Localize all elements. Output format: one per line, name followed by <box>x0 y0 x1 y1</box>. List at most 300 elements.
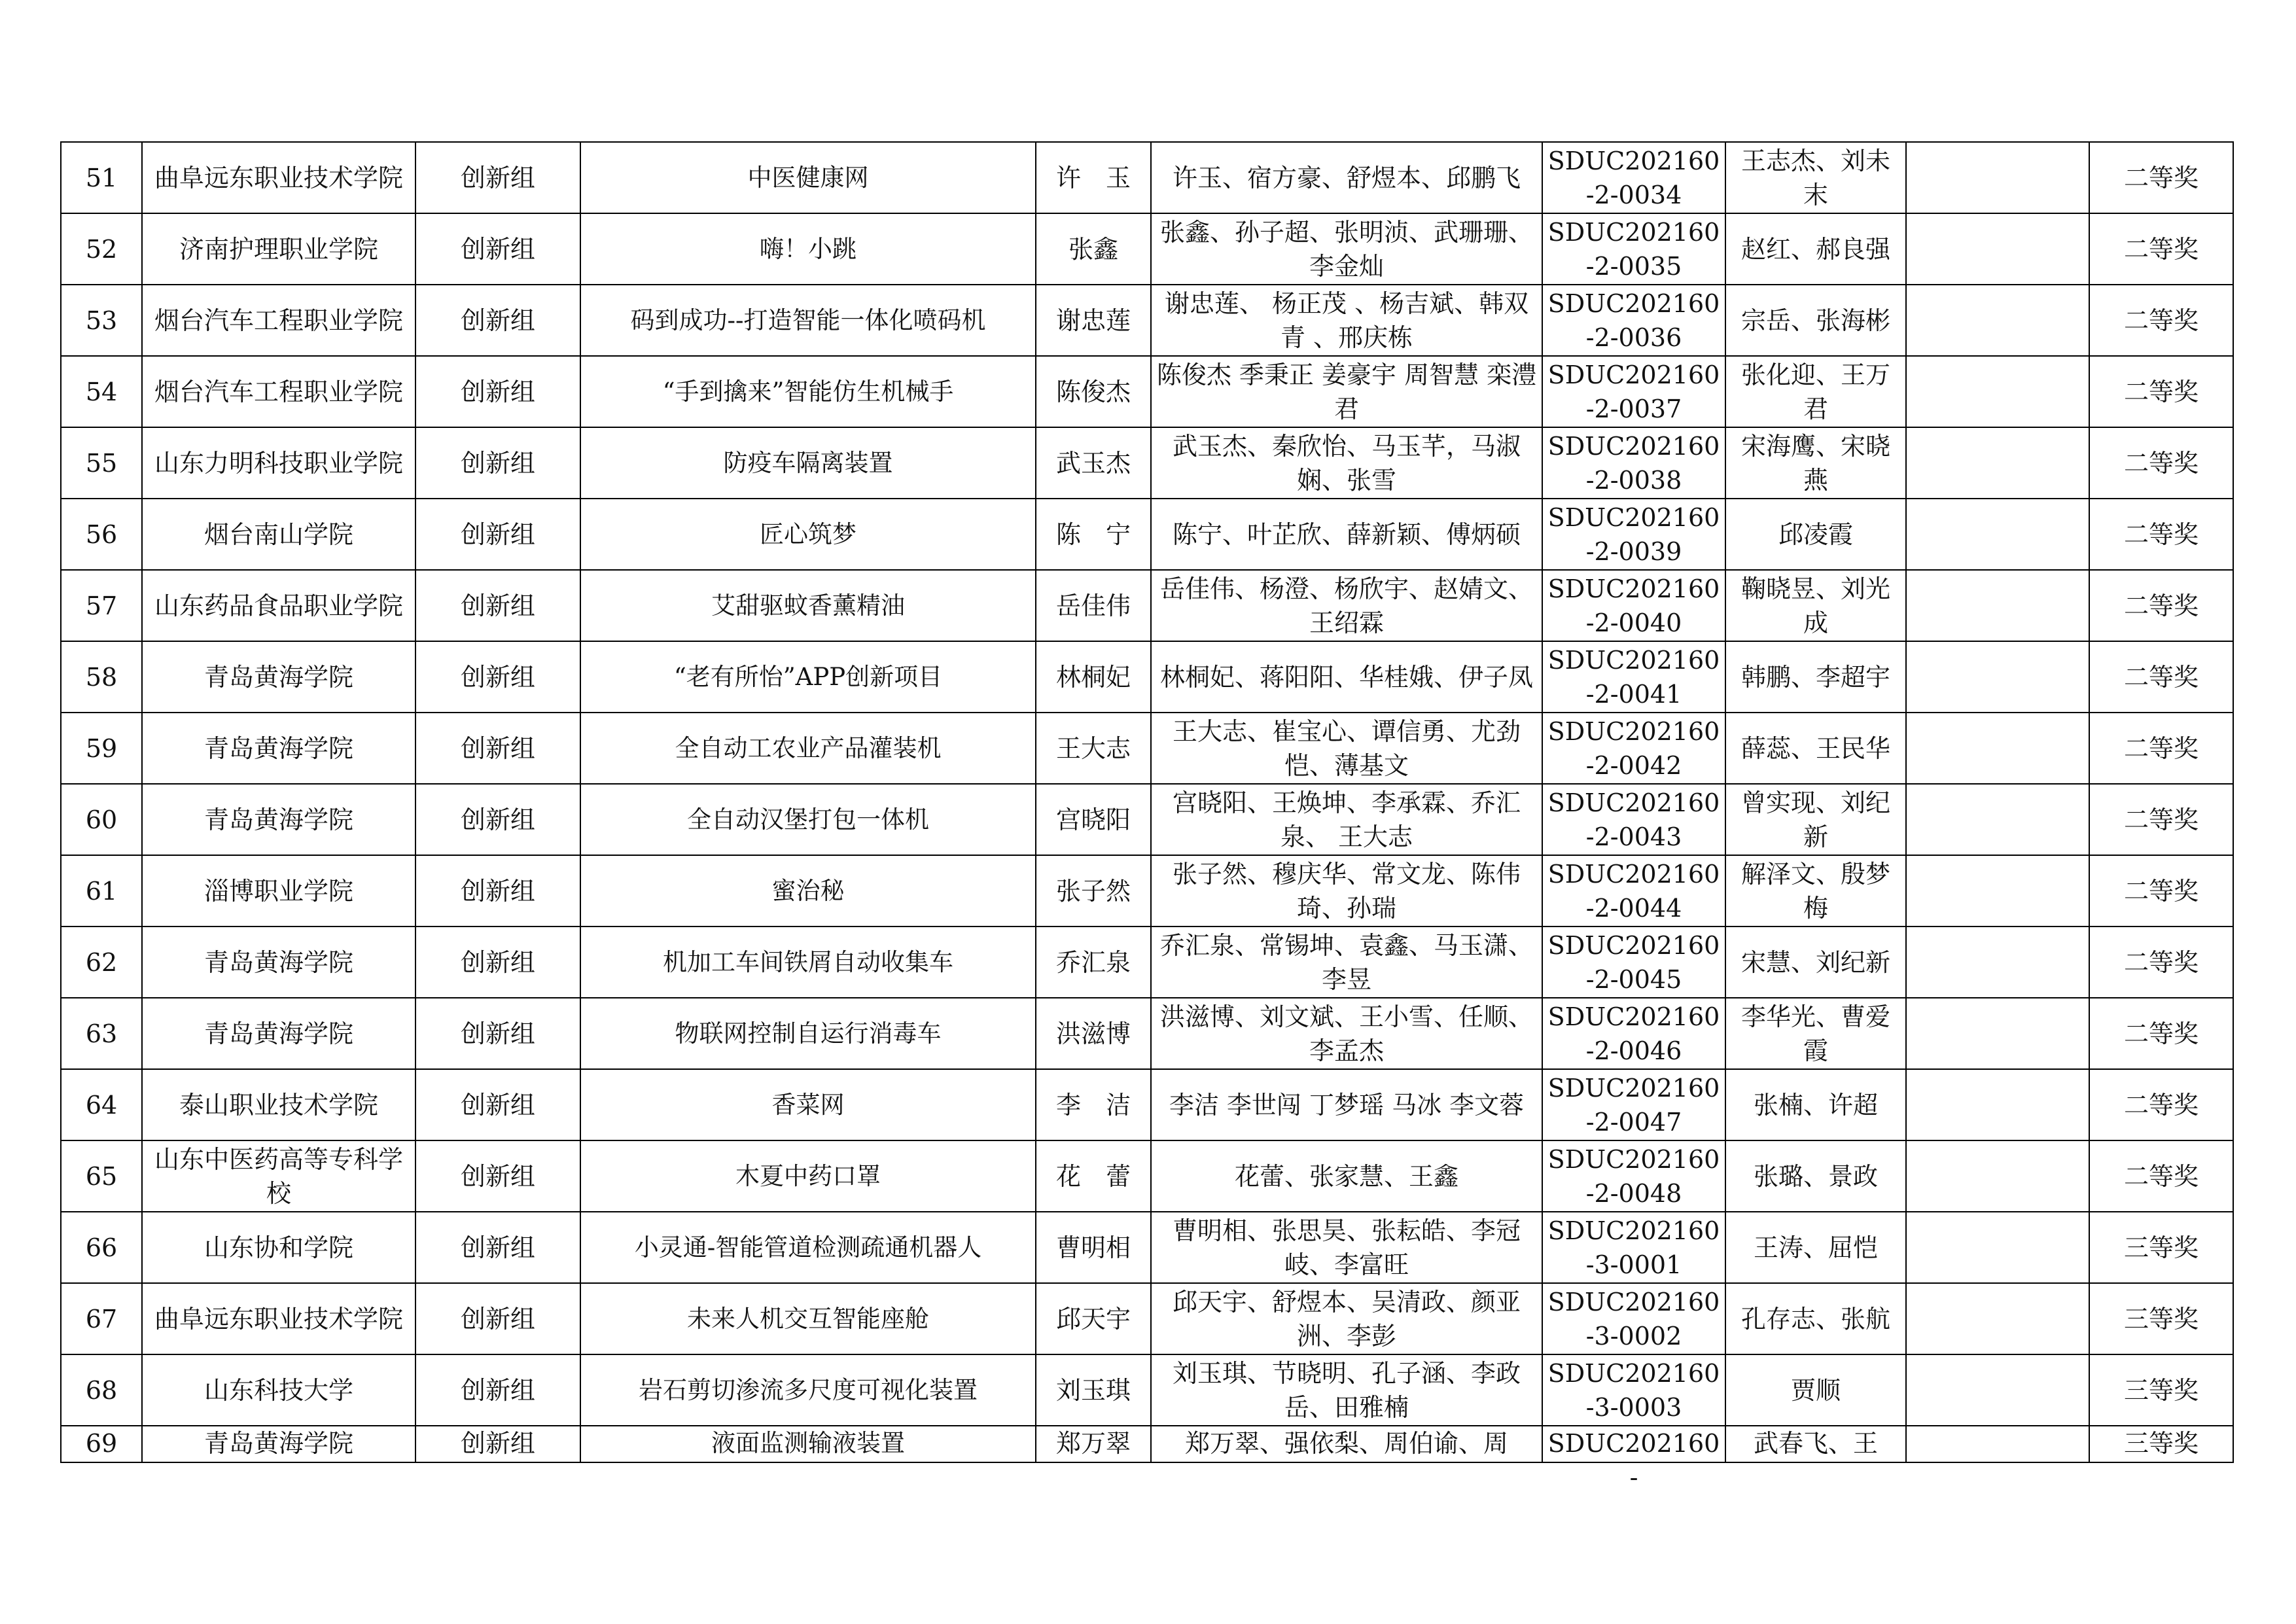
row-number: 56 <box>85 520 118 549</box>
blank-cell-cell <box>1906 998 2089 1069</box>
row-number: 64 <box>85 1090 118 1120</box>
table-row <box>61 1069 2233 1140</box>
blank-cell-cell <box>1906 641 2089 713</box>
blank-cell-cell <box>1906 1354 2089 1426</box>
blank-cell-cell <box>1906 427 2089 499</box>
project-code-cell <box>1542 1354 1725 1426</box>
group-name: 创新组 <box>460 733 535 763</box>
blank-cell-cell <box>1906 1426 2089 1462</box>
advisors: 张化迎、王万君 <box>1740 360 1890 423</box>
row-number-cell <box>61 927 142 998</box>
school-name: 曲阜远东职业技术学院 <box>154 163 403 192</box>
school-name: 青岛黄海学院 <box>203 662 353 692</box>
school-name: 山东力明科技职业学院 <box>154 448 403 478</box>
project-code: SDUC202160-3-0003 <box>1547 1358 1720 1422</box>
blank-cell-cell <box>1906 570 2089 641</box>
award-level-cell <box>2089 784 2233 855</box>
school-name: 山东协和学院 <box>203 1233 353 1262</box>
advisors-cell <box>1725 499 1906 570</box>
school-name-cell <box>142 499 415 570</box>
row-number: 66 <box>85 1233 118 1262</box>
project-name-cell <box>580 285 1036 356</box>
group-name-cell <box>415 142 580 213</box>
school-name: 青岛黄海学院 <box>203 947 353 977</box>
school-name-cell <box>142 855 415 927</box>
row-number: 67 <box>85 1304 118 1333</box>
project-code-cell <box>1542 356 1725 427</box>
school-name: 济南护理职业学院 <box>179 234 378 264</box>
group-name: 创新组 <box>460 448 535 478</box>
project-code: SDUC202160-2-0036 <box>1547 289 1720 352</box>
award-level-cell <box>2089 1140 2233 1212</box>
team-members: 张子然、穆庆华、常文龙、陈伟琦、孙瑞 <box>1172 859 1521 923</box>
project-code: SDUC202160-2-0046 <box>1547 1002 1720 1065</box>
team-members: 谢忠莲、 杨正茂 、杨吉斌、韩双青 、邢庆栋 <box>1164 289 1529 352</box>
award-level: 二等奖 <box>2123 306 2199 335</box>
row-number-cell <box>61 427 142 499</box>
project-code: SDUC202160-2-0042 <box>1547 716 1720 780</box>
advisors-cell <box>1725 1283 1906 1354</box>
advisors: 宗岳、张海彬 <box>1740 306 1890 335</box>
project-name-cell <box>580 927 1036 998</box>
school-name-cell <box>142 427 415 499</box>
project-name-cell <box>580 713 1036 784</box>
advisors: 贾顺 <box>1790 1375 1841 1405</box>
project-code-cell <box>1542 142 1725 213</box>
row-number: 51 <box>85 163 118 192</box>
team-leader-cell <box>1036 784 1151 855</box>
team-members: 曹明相、张思昊、张耘皓、李冠岐、李富旺 <box>1172 1216 1521 1279</box>
advisors-cell <box>1725 213 1906 285</box>
school-name-cell <box>142 641 415 713</box>
team-leader-cell <box>1036 570 1151 641</box>
row-number-cell <box>61 1212 142 1283</box>
school-name: 青岛黄海学院 <box>203 733 353 763</box>
team-leader: 郑万翠 <box>1055 1429 1131 1458</box>
project-code: SDUC202160-2-0044 <box>1547 859 1720 923</box>
school-name: 青岛黄海学院 <box>203 1429 353 1458</box>
team-leader-cell <box>1036 356 1151 427</box>
award-level-cell <box>2089 142 2233 213</box>
project-code: SDUC202160-3-0002 <box>1547 1287 1720 1350</box>
group-name: 创新组 <box>460 520 535 549</box>
group-name-cell <box>415 927 580 998</box>
advisors-cell <box>1725 641 1906 713</box>
project-name: 全自动汉堡打包一体机 <box>687 805 929 834</box>
project-code: SDUC202160-2-0035 <box>1547 217 1720 281</box>
award-level: 二等奖 <box>2123 448 2199 478</box>
advisors-cell <box>1725 1069 1906 1140</box>
row-number: 55 <box>85 448 118 478</box>
team-leader: 武玉杰 <box>1055 448 1131 478</box>
group-name: 创新组 <box>460 1429 535 1458</box>
team-members-cell <box>1151 713 1542 784</box>
team-members: 武玉杰、秦欣怡、马玉芊，马淑娴、张雪 <box>1172 431 1521 495</box>
group-name-cell <box>415 1069 580 1140</box>
project-code: SDUC202160-2-0047 <box>1547 1073 1720 1137</box>
group-name: 创新组 <box>460 1233 535 1262</box>
school-name-cell <box>142 1069 415 1140</box>
row-number-cell <box>61 570 142 641</box>
award-level: 二等奖 <box>2123 733 2199 763</box>
school-name: 烟台汽车工程职业学院 <box>154 377 403 406</box>
group-name: 创新组 <box>460 377 535 406</box>
project-name-cell <box>580 1426 1036 1462</box>
team-members-cell <box>1151 1069 1542 1140</box>
project-name: 蜜治秘 <box>771 876 845 905</box>
award-level-cell <box>2089 1212 2233 1283</box>
team-members: 洪滋博、刘文斌、王小雪、任顺、李孟杰 <box>1159 1002 1533 1065</box>
project-code-cell <box>1542 784 1725 855</box>
group-name-cell <box>415 713 580 784</box>
team-members-cell <box>1151 570 1542 641</box>
blank-cell-cell <box>1906 1140 2089 1212</box>
project-code: SDUC202160-2-0034 <box>1547 146 1720 209</box>
advisors: 曾实现、刘纪新 <box>1740 788 1890 851</box>
project-name: 物联网控制自运行消毒车 <box>675 1019 942 1048</box>
table-body <box>61 142 2233 1492</box>
project-name: 岩石剪切渗流多尺度可视化装置 <box>639 1375 978 1404</box>
award-level: 三等奖 <box>2123 1429 2199 1458</box>
school-name-cell <box>142 927 415 998</box>
team-leader-cell <box>1036 1212 1151 1283</box>
table-row <box>61 1354 2233 1426</box>
award-level-cell <box>2089 1069 2233 1140</box>
team-members-cell <box>1151 142 1542 213</box>
table-row <box>61 427 2233 499</box>
team-members: 宫晓阳、王焕坤、李承霖、乔汇泉、 王大志 <box>1172 788 1521 851</box>
blank-cell-cell <box>1906 213 2089 285</box>
team-leader-cell <box>1036 1283 1151 1354</box>
school-name-cell <box>142 1283 415 1354</box>
group-name: 创新组 <box>460 876 535 906</box>
team-leader: 林桐妃 <box>1055 662 1131 692</box>
team-members-cell <box>1151 356 1542 427</box>
project-code-cell <box>1542 427 1725 499</box>
project-code-cell <box>1542 927 1725 998</box>
blank-cell-cell <box>1906 1069 2089 1140</box>
row-number: 53 <box>85 306 118 335</box>
school-name-cell <box>142 570 415 641</box>
team-members-cell <box>1151 855 1542 927</box>
blank-cell-cell <box>1906 784 2089 855</box>
advisors: 韩鹏、李超宇 <box>1740 662 1890 692</box>
team-members: 李洁 李世闯 丁梦瑶 马冰 李文蓉 <box>1169 1090 1525 1120</box>
team-members: 张鑫、孙子超、张明浈、武珊珊、李金灿 <box>1159 217 1533 281</box>
advisors-cell <box>1725 713 1906 784</box>
project-name: 防疫车隔离装置 <box>723 448 893 477</box>
row-number: 63 <box>85 1019 118 1048</box>
team-members-cell <box>1151 213 1542 285</box>
project-code-cell <box>1542 1426 1725 1492</box>
table-row <box>61 1426 2233 1462</box>
award-level: 二等奖 <box>2123 1161 2199 1191</box>
table-row <box>61 998 2233 1069</box>
school-name-cell <box>142 1140 415 1212</box>
group-name-cell <box>415 1354 580 1426</box>
team-members: 许玉、宿方豪、舒煜本、邱鹏飞 <box>1172 163 1521 192</box>
award-level-cell <box>2089 998 2233 1069</box>
row-number-cell <box>61 1140 142 1212</box>
advisors-cell <box>1725 285 1906 356</box>
group-name: 创新组 <box>460 1019 535 1048</box>
group-name-cell <box>415 1426 580 1462</box>
award-level-cell <box>2089 1426 2233 1462</box>
team-leader: 许 玉 <box>1055 163 1131 192</box>
advisors: 鞠晓昱、刘光成 <box>1740 574 1890 637</box>
row-number-cell <box>61 784 142 855</box>
row-number: 52 <box>85 234 118 264</box>
team-members-cell <box>1151 285 1542 356</box>
project-code-cell <box>1542 998 1725 1069</box>
table-row <box>61 713 2233 784</box>
project-code: SDUC202160-2-0045 <box>1547 930 1720 994</box>
team-leader: 谢忠莲 <box>1055 306 1131 335</box>
table-row <box>61 213 2233 285</box>
group-name: 创新组 <box>460 234 535 264</box>
row-number-cell <box>61 356 142 427</box>
group-name: 创新组 <box>460 1304 535 1333</box>
team-members-cell <box>1151 1212 1542 1283</box>
team-members-cell <box>1151 1283 1542 1354</box>
team-leader-cell <box>1036 855 1151 927</box>
row-number-cell <box>61 213 142 285</box>
award-level-cell <box>2089 285 2233 356</box>
row-number: 61 <box>85 876 118 906</box>
award-level: 二等奖 <box>2123 234 2199 264</box>
award-level: 二等奖 <box>2123 662 2199 692</box>
project-code: SDUC202160-2-0039 <box>1547 503 1720 566</box>
award-level-cell <box>2089 1354 2233 1426</box>
award-level-cell <box>2089 427 2233 499</box>
project-code-cell <box>1542 285 1725 356</box>
table-row <box>61 570 2233 641</box>
project-code-cell <box>1542 499 1725 570</box>
school-name-cell <box>142 356 415 427</box>
row-number: 68 <box>85 1375 118 1405</box>
team-members-cell <box>1151 641 1542 713</box>
row-number-cell <box>61 1354 142 1426</box>
award-level: 二等奖 <box>2123 876 2199 906</box>
award-level-cell <box>2089 641 2233 713</box>
row-number-cell <box>61 142 142 213</box>
table-row <box>61 855 2233 927</box>
project-name-cell <box>580 356 1036 427</box>
project-code: SDUC202160-2-0041 <box>1547 645 1720 709</box>
team-members-cell <box>1151 1426 1542 1462</box>
school-name: 淄博职业学院 <box>203 876 353 906</box>
school-name: 曲阜远东职业技术学院 <box>154 1304 403 1333</box>
advisors-cell <box>1725 1426 1906 1462</box>
row-number-cell <box>61 1283 142 1354</box>
award-level-cell <box>2089 1283 2233 1354</box>
team-members: 王大志、崔宝心、谭信勇、尤劲恺、薄基文 <box>1172 716 1521 780</box>
group-name-cell <box>415 570 580 641</box>
advisors: 邱凌霞 <box>1778 520 1853 549</box>
group-name: 创新组 <box>460 805 535 834</box>
project-name: 中医健康网 <box>747 163 869 192</box>
advisors-cell <box>1725 784 1906 855</box>
team-leader: 陈俊杰 <box>1055 377 1131 406</box>
school-name-cell <box>142 784 415 855</box>
group-name-cell <box>415 784 580 855</box>
project-name: 香菜网 <box>771 1090 845 1119</box>
row-number: 69 <box>85 1429 118 1458</box>
award-level: 二等奖 <box>2123 805 2199 834</box>
award-level-cell <box>2089 213 2233 285</box>
advisors: 武春飞、王 <box>1753 1429 1878 1458</box>
team-members: 林桐妃、蒋阳阳、华桂娥、伊子凤 <box>1159 662 1533 692</box>
advisors-cell <box>1725 1212 1906 1283</box>
team-members: 邱天宇、舒煜本、吴清政、颜亚洲、李彭 <box>1172 1287 1521 1350</box>
advisors-cell <box>1725 427 1906 499</box>
award-level: 三等奖 <box>2123 1304 2199 1333</box>
table-row <box>61 285 2233 356</box>
project-code: SDUC202160-2-0038 <box>1547 431 1720 495</box>
project-code-cell <box>1542 855 1725 927</box>
advisors: 薛蕊、王民华 <box>1740 733 1890 763</box>
school-name-cell <box>142 285 415 356</box>
project-code: SDUC202160-2-0040 <box>1547 574 1720 637</box>
group-name-cell <box>415 855 580 927</box>
table-row <box>61 1212 2233 1283</box>
row-number: 62 <box>85 947 118 977</box>
group-name: 创新组 <box>460 1375 535 1405</box>
award-level: 二等奖 <box>2123 947 2199 977</box>
project-name-cell <box>580 641 1036 713</box>
team-leader: 张鑫 <box>1068 234 1118 264</box>
team-leader-cell <box>1036 998 1151 1069</box>
advisors: 解泽文、殷梦梅 <box>1740 859 1890 923</box>
team-members-cell <box>1151 998 1542 1069</box>
advisors-cell <box>1725 998 1906 1069</box>
group-name-cell <box>415 499 580 570</box>
team-members: 岳佳伟、杨澄、杨欣宇、赵婧文、王绍霖 <box>1159 574 1533 637</box>
project-name: 码到成功--打造智能一体化喷码机 <box>630 306 986 334</box>
team-members: 郑万翠、强依梨、周伯谕、周 <box>1184 1429 1508 1458</box>
award-level: 三等奖 <box>2123 1375 2199 1405</box>
advisors: 张楠、许超 <box>1753 1090 1878 1120</box>
blank-cell-cell <box>1906 927 2089 998</box>
advisors-cell <box>1725 142 1906 213</box>
award-level: 二等奖 <box>2123 1019 2199 1048</box>
table-row <box>61 1140 2233 1212</box>
group-name-cell <box>415 285 580 356</box>
team-members-cell <box>1151 1140 1542 1212</box>
project-name: 机加工车间铁屑自动收集车 <box>663 947 953 976</box>
award-level: 二等奖 <box>2123 1090 2199 1120</box>
team-members: 陈宁、叶芷欣、薛新颖、傅炳硕 <box>1172 520 1521 549</box>
row-number-cell <box>61 998 142 1069</box>
advisors: 王志杰、刘未末 <box>1740 146 1890 209</box>
project-name-cell <box>580 1354 1036 1426</box>
school-name: 山东药品食品职业学院 <box>154 591 403 620</box>
advisors-cell <box>1725 1140 1906 1212</box>
project-code-cell <box>1542 1283 1725 1354</box>
team-leader-cell <box>1036 1426 1151 1462</box>
award-level: 三等奖 <box>2123 1233 2199 1262</box>
team-leader: 岳佳伟 <box>1055 591 1131 620</box>
advisors: 张璐、景政 <box>1753 1161 1878 1191</box>
team-leader: 花 蕾 <box>1055 1161 1131 1191</box>
project-name-cell <box>580 998 1036 1069</box>
team-leader: 曹明相 <box>1055 1233 1131 1262</box>
advisors-cell <box>1725 855 1906 927</box>
team-members-cell <box>1151 927 1542 998</box>
school-name-cell <box>142 1426 415 1462</box>
team-members: 刘玉琪、节晓明、孔子涵、李政岳、田雅楠 <box>1172 1358 1521 1422</box>
project-code: SDUC202160-2-0043 <box>1547 788 1720 851</box>
project-code-cell <box>1542 570 1725 641</box>
group-name-cell <box>415 1283 580 1354</box>
project-code-cell <box>1542 1069 1725 1140</box>
advisors-cell <box>1725 356 1906 427</box>
group-name-cell <box>415 427 580 499</box>
group-name-cell <box>415 1140 580 1212</box>
school-name-cell <box>142 1354 415 1426</box>
group-name: 创新组 <box>460 662 535 692</box>
blank-cell-cell <box>1906 1283 2089 1354</box>
group-name-cell <box>415 213 580 285</box>
project-name: 未来人机交互智能座舱 <box>687 1304 929 1333</box>
row-number-cell <box>61 285 142 356</box>
table-row <box>61 784 2233 855</box>
school-name: 烟台南山学院 <box>203 520 353 549</box>
school-name-cell <box>142 998 415 1069</box>
row-number: 58 <box>85 662 118 692</box>
project-name-cell <box>580 1069 1036 1140</box>
award-level-cell <box>2089 713 2233 784</box>
team-leader: 陈 宁 <box>1055 520 1131 549</box>
school-name: 山东科技大学 <box>203 1375 353 1405</box>
team-members: 陈俊杰 季秉正 姜豪宇 周智慧 栾澧君 <box>1156 360 1537 423</box>
award-level-cell <box>2089 356 2233 427</box>
row-number: 65 <box>85 1161 118 1191</box>
blank-cell-cell <box>1906 499 2089 570</box>
team-leader-cell <box>1036 927 1151 998</box>
table-row <box>61 641 2233 713</box>
project-code-cell <box>1542 1140 1725 1212</box>
group-name-cell <box>415 641 580 713</box>
team-leader-cell <box>1036 1069 1151 1140</box>
team-leader: 张子然 <box>1055 876 1131 906</box>
school-name: 青岛黄海学院 <box>203 805 353 834</box>
award-level-cell <box>2089 499 2233 570</box>
project-code: SDUC202160- <box>1547 1429 1720 1492</box>
project-name: 液面监测输液装置 <box>711 1429 905 1457</box>
award-level: 二等奖 <box>2123 591 2199 620</box>
project-name-cell <box>580 499 1036 570</box>
project-name-cell <box>580 855 1036 927</box>
project-code: SDUC202160-3-0001 <box>1547 1216 1720 1279</box>
project-code: SDUC202160-2-0048 <box>1547 1144 1720 1208</box>
row-number-cell <box>61 1069 142 1140</box>
project-name: 木夏中药口罩 <box>735 1161 881 1190</box>
team-leader-cell <box>1036 713 1151 784</box>
project-name-cell <box>580 213 1036 285</box>
team-members: 花蕾、张家慧、王鑫 <box>1234 1161 1458 1191</box>
team-leader-cell <box>1036 142 1151 213</box>
project-name: 全自动工农业产品灌装机 <box>675 733 942 762</box>
row-number-cell <box>61 855 142 927</box>
school-name-cell <box>142 142 415 213</box>
school-name: 泰山职业技术学院 <box>179 1090 378 1120</box>
project-name: 艾甜驱蚊香薰精油 <box>711 591 905 620</box>
row-number: 60 <box>85 805 118 834</box>
blank-cell-cell <box>1906 1212 2089 1283</box>
team-leader-cell <box>1036 641 1151 713</box>
team-members: 乔汇泉、常锡坤、袁鑫、马玉潇、李昱 <box>1159 930 1533 994</box>
